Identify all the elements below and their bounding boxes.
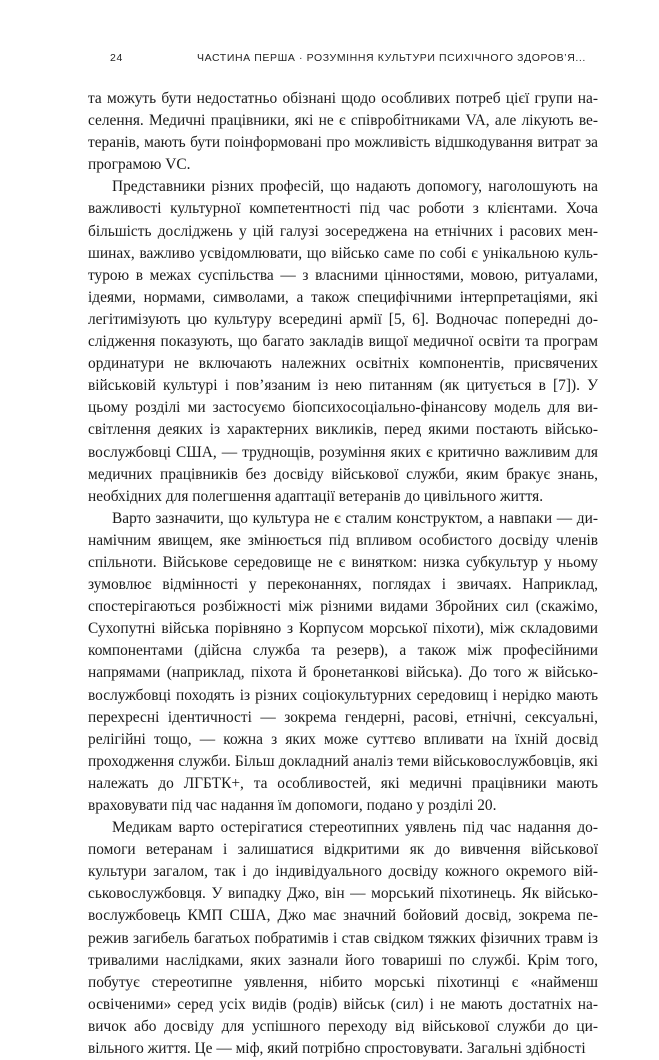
paragraph-culture-dynamic: Варто зазначити, що культура не є сталим конструктом, а навпаки — динамічним явищем, яке змінюється під впливом особистого досвіду членів спільноти. Військове середовище не є винятком: низка субкультур у ньому зумовлює відмінності у переконаннях, поглядах і звичаях. Наприклад, спостерігаються розбіжності між різними видами Збройних сил (скажімо, Сухопутні війська порівняно з Корпусом морської піхоти), між складовими компонентами (дійсна служба та резерв), а також між професійними напрямами (наприклад, піхота й бронетанкові війська). До того ж військовослужбовці походять із різних соціокультурних середовищ і нерідко мають перехресні ідентичності — зокрема гендерні, расові, етнічні, сексуальні, релігійні тощо, — кожна з яких може суттєво впливати на їхній досвід проходження служби. Більш докладний аналіз теми військовослужбовців, які належать до ЛГБТК+, та особливостей, які медичні працівники мають враховувати під час надання їм допомоги, подано у розділі 20.: [88, 509, 598, 814]
paragraph-continued: та можуть бути недостатньо обізнані щодо особливих потреб цієї групи населення. Медичні працівники, які не є співробітниками VA, але лікують ветеранів, мають бути поінформовані про можливість відшкодування витрат за програмою VC.: [88, 90, 598, 174]
page-number: 24: [110, 52, 123, 64]
paragraph-stereotypes: Медикам варто остерігатися стереотипних уявлень під час надання допомоги ветеранам і залишатися відкритими як до вивчення військової культури загалом, так і до індивідуального досвіду кожного окремого військовослужбовця. У випадку Джо, він — морський піхотинець. Як військовослужбовець КМП США, Джо має значний бойовий досвід, зокрема пережив загибель багатьох побратимів і став свідком тяжких фізичних травм із тривалими наслідками, яких зазнали його товариші по службі. Крім того, побутує стереотипне уявлення, нібито морські піхотинці є «найменш освіченими» серед усіх видів (родів) військ (сил) і не мають достатніх навичок або досвіду для успішного переходу від військової служби до цивільного життя. Це — міф, який потрібно спростовувати. Загальні здібності: [88, 819, 598, 1058]
paragraph-cultural-competence: Представники різних професій, що надають допомогу, наголошують на важливості культурної компетентності під час роботи з клієнтами. Хоча більшість досліджень у цій галузі зосереджена на етнічних і расових меншинах, важливо усвідомлювати, що військо саме по собі є унікальною культурою в межах суспільства — з власними цінностями, мовою, ритуалами, ідеями, нормами, символами, а також специфічними інтерпретаціями, які легітимізують цю культуру всередині армії [5, 6]. Водночас попередні дослідження показують, що багато закладів вищої медичної освіти та програм ординатури не включають належних освітніх компонентів, присвячених військовій культурі і пов’язаним із нею питанням (як цитується в [7]). У цьому розділі ми застосуємо біопсихосоціально-фінансову модель для висвітлення деяких із характерних викликів, перед якими постають військовослужбовці США, — труднощів, розуміння яких є критично важливим для медичних працівників без досвіду військової служби, яким бракує знань, необхідних для полегшення адаптації ветеранів до цивільного життя.: [88, 178, 598, 505]
body-text: [88, 88, 598, 1060]
running-title: ЧАСТИНА ПЕРША · РОЗУМІННЯ КУЛЬТУРИ ПСИХІЧНОГО ЗДОРОВ’Я...: [197, 52, 586, 64]
